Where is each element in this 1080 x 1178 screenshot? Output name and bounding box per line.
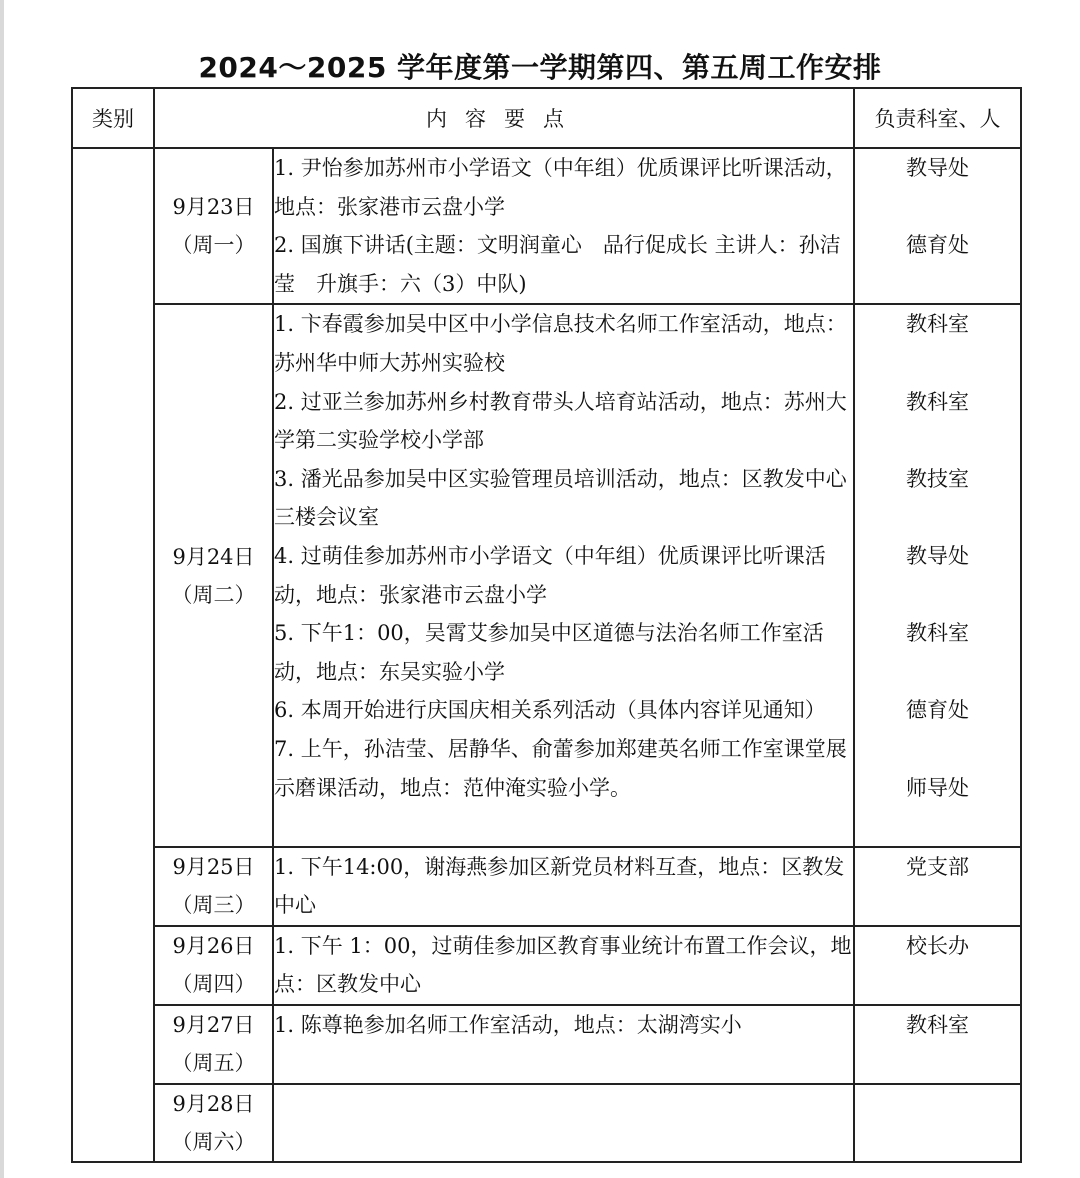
content-cell	[273, 304, 854, 846]
content-item: 5. 下午1：00，吴霄艾参加吴中区道德与法治名师工作室活动，地点：东吴实验小学	[274, 621, 824, 684]
date-label: 9月27日	[172, 1013, 255, 1038]
content-item: 4. 过萌佳参加苏州市小学语文（中年组）优质课评比听课活动，地点：张家港市云盘小学	[274, 543, 826, 607]
owner-cell	[854, 304, 1021, 846]
content-item: 1. 下午14:00，谢海燕参加区新党员材料互查，地点：区教发中心	[274, 854, 845, 918]
weekday-label: （周四）	[171, 971, 256, 996]
weekday-label: （周六）	[171, 1130, 256, 1155]
date-cell	[154, 304, 273, 846]
date-label: 9月23日	[172, 195, 255, 220]
owner-cell	[854, 847, 1021, 926]
header-owner: 负责科室、人	[854, 88, 1021, 148]
owner-item: 教科室	[906, 1013, 969, 1038]
content-item: 7. 上午，孙洁莹、居静华、俞蕾参加郑建英名师工作室课堂展示磨课活动，地点：范仲淹实验小学。	[274, 736, 847, 800]
weekday-label: （周一）	[171, 233, 256, 258]
owner-item: 教导处	[906, 543, 969, 568]
owner-item: 师导处	[906, 775, 969, 800]
content-item: 3. 潘光品参加吴中区实验管理员培训活动，地点：区教发中心三楼会议室	[274, 466, 847, 530]
owner-cell	[854, 1005, 1021, 1084]
date-label: 9月28日	[172, 1092, 255, 1117]
owner-item: 德育处	[906, 233, 969, 258]
owner-cell	[854, 926, 1021, 1005]
date-label: 9月25日	[172, 854, 255, 879]
header-row	[72, 88, 1021, 148]
table-row	[72, 1005, 1021, 1084]
date-cell	[154, 847, 273, 926]
content-item: 6. 本周开始进行庆国庆相关系列活动（具体内容详见通知）	[274, 698, 826, 723]
content-cell	[273, 926, 854, 1005]
owner-item: 教科室	[906, 389, 969, 414]
date-label: 9月26日	[172, 933, 255, 958]
page-edge	[0, 0, 4, 1178]
content-cell	[273, 148, 854, 304]
content-item: 1. 卞春霞参加吴中区中小学信息技术名师工作室活动，地点：苏州华中师大苏州实验校	[274, 312, 847, 375]
table-row	[72, 847, 1021, 926]
content-cell	[273, 1084, 854, 1162]
owner-item: 党支部	[906, 854, 969, 879]
owner-cell	[854, 148, 1021, 304]
header-content: 内容要点	[154, 88, 854, 148]
weekday-label: （周二）	[171, 582, 256, 607]
owner-cell	[854, 1084, 1021, 1162]
weekday-label: （周三）	[171, 892, 256, 917]
category-cell	[72, 148, 154, 1162]
date-cell	[154, 1005, 273, 1084]
table-row	[72, 304, 1021, 846]
table-row	[72, 926, 1021, 1005]
content-cell	[273, 847, 854, 926]
owner-item: 教科室	[906, 621, 969, 646]
content-cell	[273, 1005, 854, 1084]
content-item: 2. 国旗下讲话(主题：文明润童心 品行促成长 主讲人：孙洁莹 升旗手：六（3）中队)	[274, 233, 841, 296]
date-cell	[154, 1084, 273, 1162]
date-label: 9月24日	[172, 544, 255, 569]
weekday-label: （周五）	[171, 1051, 256, 1076]
content-item: 2. 过亚兰参加苏州乡村教育带头人培育站活动，地点：苏州大学第二实验学校小学部	[274, 389, 847, 453]
table-row	[72, 148, 1021, 304]
date-cell	[154, 148, 273, 304]
owner-item: 教导处	[906, 156, 969, 180]
owner-item: 校长办	[906, 933, 969, 958]
owner-item: 教科室	[906, 312, 969, 337]
date-cell	[154, 926, 273, 1005]
header-category: 类别	[72, 88, 154, 148]
content-item: 1. 尹怡参加苏州市小学语文（中年组）优质课评比听课活动，地点：张家港市云盘小学	[274, 156, 847, 219]
owner-item: 教技室	[906, 466, 969, 491]
schedule-table	[71, 87, 1022, 1163]
table-row	[72, 1084, 1021, 1162]
page-title: 2024～2025 学年度第一学期第四、第五周工作安排	[198, 51, 882, 84]
content-item: 1. 陈尊艳参加名师工作室活动，地点：太湖湾实小	[274, 1013, 742, 1038]
content-item: 1. 下午 1：00，过萌佳参加区教育事业统计布置工作会议，地点：区教发中心	[274, 933, 852, 997]
owner-item: 德育处	[906, 698, 969, 723]
